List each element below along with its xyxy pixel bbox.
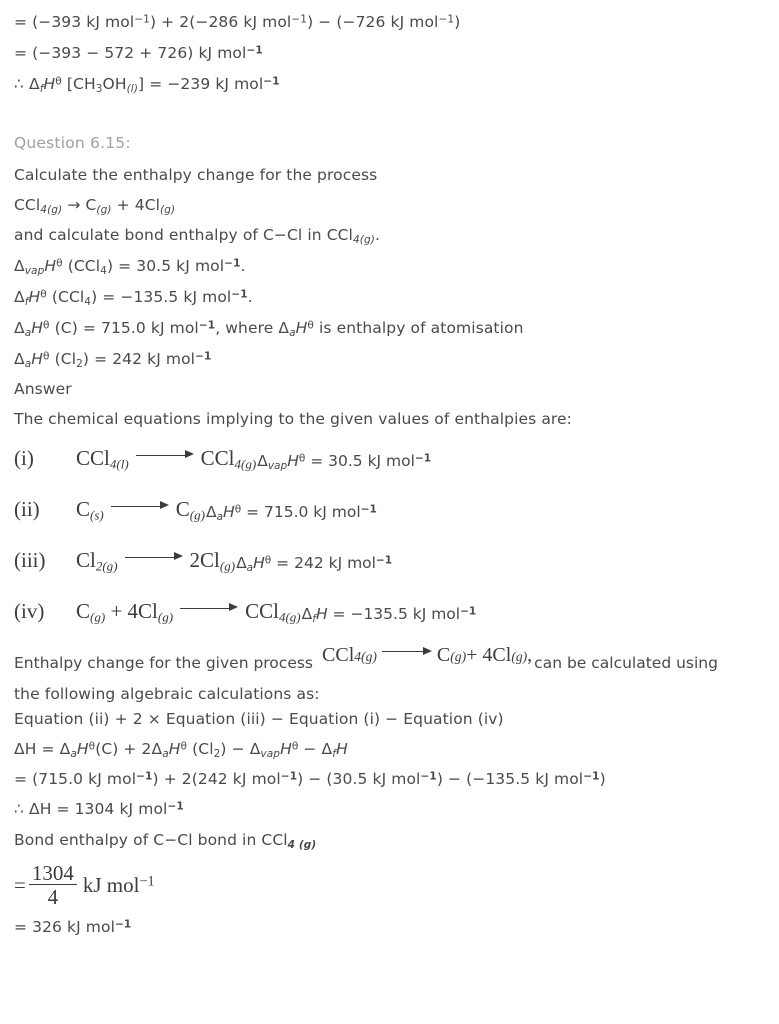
- eq-i-delta: Δ: [257, 452, 268, 470]
- question-process-equation: [14, 196, 175, 215]
- prev-solution-line-3: [14, 75, 280, 94]
- reaction-arrow-icon-ii: [111, 495, 169, 516]
- standard-state-theta-a2: θ: [43, 350, 50, 363]
- eq-ii-delta: Δ: [205, 503, 217, 521]
- result-text: ΔH = 1304 kJ mol: [23, 800, 168, 818]
- delta-symbol-f: Δ: [14, 288, 25, 306]
- equation-i-lhs: [76, 446, 129, 471]
- algebra-H2: H: [168, 740, 181, 758]
- species-post-f: ) = −135.5 kJ mol: [91, 288, 232, 306]
- algebra-lhs: ΔH = Δ: [14, 740, 71, 758]
- inline-eq-plus: + 4Cl: [466, 644, 512, 666]
- standard-state-theta-1: θ: [55, 75, 62, 88]
- delta-symbol-a1: Δ: [14, 319, 25, 337]
- fraction-denominator: 4: [29, 884, 77, 908]
- eq-iii-delta-sub: a: [246, 561, 254, 574]
- eq-iii-rhs-formula: 2Cl: [189, 548, 220, 572]
- eq-iv-value-exp: −1: [460, 605, 477, 618]
- final-answer-exp: −1: [115, 918, 132, 931]
- equation-iii-rhs: [190, 548, 236, 573]
- delta-subscript-f-1: f: [39, 82, 44, 95]
- equation-number-i: (i): [14, 446, 34, 470]
- algebra-H4: H: [336, 740, 348, 758]
- equation-iv-lhs: [76, 599, 173, 624]
- subst-exp-4: −1: [583, 770, 600, 783]
- exp-vap: −1: [224, 257, 241, 270]
- process-plus: +: [111, 196, 135, 214]
- inline-process-equation: CCl 4(g) C (g) + 4Cl (g) ,: [322, 641, 532, 667]
- equation-number-ii: (ii): [14, 497, 40, 521]
- prev-line1-part-c: ) − (−726 kJ mol: [307, 13, 439, 31]
- answer-label: Answer: [14, 380, 72, 398]
- bond-enthalpy-label: [14, 831, 316, 850]
- species-post-vap: ) = 30.5 kJ mol: [106, 257, 225, 275]
- fraction-numerator: 1304: [31, 861, 74, 885]
- inline-eq-comma: ,: [527, 644, 533, 666]
- tail-theta-a1: θ: [307, 319, 314, 332]
- equation-combination: Equation (ii) + 2 × Equation (iii) − Equation (i) − Equation (iv): [14, 710, 504, 728]
- enthalpy-para-lead: Enthalpy change for the given process: [14, 654, 314, 672]
- bond-enthalpy-sub: 4 (g): [287, 838, 317, 851]
- reaction-arrow-icon-iv: [180, 597, 238, 618]
- process-rhs1-sub: (g): [96, 203, 112, 216]
- process-rhs1: C: [85, 196, 97, 214]
- species-pre-vap: (CCl: [62, 257, 101, 275]
- equation-number-iv: (iv): [14, 599, 45, 623]
- algebra-result: [14, 800, 184, 819]
- instruction-text: and calculate bond enthalpy of C−Cl in CCl: [14, 226, 353, 244]
- process-lhs: CCl: [14, 196, 41, 214]
- eq-i-value-exp: −1: [414, 452, 432, 465]
- species-sub-f: 4: [84, 295, 92, 308]
- tail-vap: .: [240, 257, 246, 275]
- state-liquid: (l): [126, 82, 139, 95]
- algebra-theta1: θ: [88, 740, 96, 753]
- prev-line1-exp-2: −1: [291, 13, 308, 26]
- eq-i-delta-sub: vap: [267, 459, 288, 472]
- formula-open: [CH: [61, 75, 96, 93]
- fraction-equals: =: [14, 872, 26, 897]
- inline-eq-rhs1: C: [436, 644, 451, 666]
- species-sub-a2: 2: [76, 357, 83, 370]
- question-heading: Question 6.15:: [14, 134, 131, 152]
- eq-i-value-text: = 30.5 kJ mol: [305, 452, 415, 470]
- question-prompt: Calculate the enthalpy change for the process: [14, 166, 378, 184]
- process-rhs2: 4Cl: [134, 196, 161, 214]
- tail-end-a1: is enthalpy of atomisation: [313, 319, 524, 337]
- eq-ii-lhs-state: (s): [90, 507, 104, 523]
- equation-ii-lhs: [76, 497, 104, 522]
- delta-symbol-1: Δ: [29, 75, 40, 93]
- species-pre-a1: (C) = 715.0 kJ mol: [49, 319, 199, 337]
- delta-subscript-a1: a: [24, 326, 32, 339]
- eq-iv-delta-sub: f: [312, 612, 316, 625]
- equation-iii-lhs: [76, 548, 118, 573]
- algebra-mid2: (Cl: [187, 740, 214, 758]
- enthalpy-H-a2: H: [31, 350, 44, 368]
- prev-line1-part-b: ) + 2(−286 kJ mol: [149, 13, 292, 31]
- enthalpy-H-1: H: [43, 75, 56, 93]
- eq-iii-delta: Δ: [236, 554, 247, 572]
- subst-part-a: = (715.0 kJ mol: [14, 770, 137, 788]
- exp-a1: −1: [198, 319, 216, 332]
- tail-a1: , where Δ: [215, 319, 290, 337]
- algebra-sub-a1: a: [70, 747, 77, 760]
- exp-f: −1: [231, 288, 248, 301]
- subst-part-b: ) + 2(242 kJ mol: [152, 770, 281, 788]
- eq-i-rhs-formula: CCl: [200, 446, 235, 470]
- standard-state-theta-f: θ: [40, 288, 47, 301]
- equation-ii-value: [206, 503, 377, 522]
- eq-ii-lhs-formula: C: [76, 497, 91, 521]
- eq-iv-rhs-formula: CCl: [245, 599, 279, 623]
- therefore-symbol-2: ∴: [14, 800, 24, 818]
- prev-line1-part-d: ): [454, 13, 461, 31]
- eq-i-rhs-state: 4(g): [234, 456, 257, 472]
- reaction-arrow-icon-iii: [125, 546, 183, 567]
- prev-line1-exp-1: −1: [134, 13, 150, 26]
- eq-iii-theta: θ: [264, 554, 272, 567]
- answer-intro: The chemical equations implying to the given values of enthalpies are:: [14, 410, 573, 428]
- algebra-mid4: − Δ: [298, 740, 333, 758]
- prev-line1-part-a: = (−393 kJ mol: [14, 13, 135, 31]
- equation-iv-rhs: [245, 599, 301, 624]
- eq-iv-value-text: = −135.5 kJ mol: [327, 605, 461, 623]
- standard-state-theta-vap: θ: [56, 257, 63, 270]
- chemical-equation-iv: [14, 597, 476, 624]
- eq-iv-rhs-state: 4(g): [278, 609, 301, 625]
- eq-i-lhs-state: 4(l): [109, 456, 129, 472]
- enthalpy-H-f: H: [28, 288, 41, 306]
- algebra-substitution: [14, 770, 606, 789]
- algebra-sub-vap: vap: [260, 747, 281, 760]
- tail-f: .: [247, 288, 253, 306]
- eq-iv-delta: Δ: [301, 605, 313, 623]
- chemical-equation-i: [14, 444, 431, 471]
- given-value-df: [14, 288, 253, 307]
- fraction-unit-text: kJ mol: [82, 872, 140, 897]
- prev-line1-exp-3: −1: [438, 13, 455, 26]
- exp-a2: −1: [195, 350, 212, 363]
- tail-H-a1: H: [295, 319, 308, 337]
- equation-iii-value: [236, 554, 392, 573]
- standard-state-theta-a1: θ: [43, 319, 50, 332]
- formula-close: ] = −239 kJ mol: [138, 75, 264, 93]
- question-instruction: [14, 226, 380, 245]
- reaction-arrow-icon: →: [67, 196, 81, 214]
- equation-i-value: [257, 452, 431, 471]
- algebra-sub-a2: a: [162, 747, 169, 760]
- eq-ii-rhs-state: (g): [189, 507, 205, 523]
- enthalpy-para-line2: the following algebraic calculations as:: [14, 685, 320, 703]
- algebra-theta3: θ: [291, 740, 299, 753]
- delta-subscript-a2: a: [24, 357, 32, 370]
- prev-line2-text: = (−393 − 572 + 726) kJ mol: [14, 44, 247, 62]
- reaction-arrow-icon-inline: [382, 641, 432, 661]
- prev-solution-line-2: [14, 44, 263, 63]
- eq-ii-delta-sub: a: [216, 510, 224, 523]
- equation-number-iii: (iii): [14, 548, 46, 572]
- enthalpy-H-a1: H: [31, 319, 44, 337]
- given-value-da-carbon: [14, 319, 524, 338]
- equation-iv-value: [302, 605, 477, 624]
- eq-iii-lhs-state: 2(g): [95, 558, 118, 574]
- eq-iv-lhs-formula: C: [76, 599, 91, 623]
- eq-iv-lhs2-state: (g): [157, 609, 174, 625]
- process-rhs2-sub: (g): [160, 203, 176, 216]
- algebra-theta2: θ: [180, 740, 188, 753]
- subst-part-d: ) − (−135.5 kJ mol: [436, 770, 584, 788]
- delta-subscript-vap: vap: [24, 264, 45, 277]
- formula-oh: OH: [102, 75, 127, 93]
- delta-subscript-f: f: [24, 295, 29, 308]
- algebra-sub-f: f: [332, 747, 337, 760]
- eq-iv-H: H: [315, 605, 328, 623]
- eq-ii-rhs-formula: C: [175, 497, 190, 521]
- final-answer: [14, 918, 131, 937]
- eq-iii-value-text: = 242 kJ mol: [271, 554, 376, 572]
- eq-iii-rhs-state: (g): [219, 558, 236, 574]
- tail-subscript-a1: a: [289, 326, 296, 339]
- fraction-unit: [83, 873, 155, 898]
- fraction: [29, 862, 77, 908]
- eq-i-theta: θ: [298, 452, 306, 465]
- subscript-3: 3: [95, 82, 103, 95]
- final-answer-text: = 326 kJ mol: [14, 918, 115, 936]
- subst-exp-2: −1: [280, 770, 298, 783]
- species-pre-a2: (Cl: [49, 350, 77, 368]
- process-lhs-sub: 4(g): [40, 203, 63, 216]
- species-post-a2: ) = 242 kJ mol: [82, 350, 196, 368]
- eq-iii-lhs-formula: Cl: [76, 548, 96, 572]
- enthalpy-change-paragraph: [14, 644, 718, 674]
- algebra-cl-sub: 2: [213, 747, 221, 760]
- species-pre-f: (CCl: [46, 288, 85, 306]
- bond-enthalpy-text: Bond enthalpy of C−Cl bond in CCl: [14, 831, 288, 849]
- enthalpy-para-tail: can be calculated using: [534, 654, 718, 672]
- eq-iv-lhs2-formula: + 4Cl: [105, 599, 158, 623]
- prev-line2-exp: −1: [246, 44, 263, 57]
- given-value-da-chlorine: [14, 350, 211, 369]
- eq-ii-value-exp: −1: [360, 503, 377, 516]
- delta-symbol-vap: Δ: [14, 257, 25, 275]
- equation-ii-rhs: [176, 497, 205, 522]
- prev-line3-exp: −1: [263, 75, 280, 88]
- eq-iv-lhs-state: (g): [90, 609, 106, 625]
- fraction-unit-exp: −1: [139, 873, 155, 890]
- subst-exp-1: −1: [136, 770, 153, 783]
- prev-solution-line-1: [14, 13, 460, 32]
- algebra-mid3: ) − Δ: [220, 740, 261, 758]
- delta-symbol-a2: Δ: [14, 350, 25, 368]
- eq-ii-value-text: = 715.0 kJ mol: [241, 503, 361, 521]
- reaction-arrow-icon-i: [136, 444, 194, 465]
- bond-enthalpy-fraction-line: [14, 862, 155, 908]
- result-exp: −1: [167, 800, 184, 813]
- algebra-H3: H: [280, 740, 292, 758]
- algebra-H1: H: [76, 740, 89, 758]
- instruction-sub: 4(g): [352, 233, 375, 246]
- instruction-period: .: [374, 226, 381, 244]
- enthalpy-H-vap: H: [44, 257, 57, 275]
- algebra-mid1: (C) + 2Δ: [95, 740, 163, 758]
- subst-exp-3: −1: [420, 770, 437, 783]
- equation-i-rhs: [201, 446, 257, 471]
- eq-ii-theta: θ: [234, 503, 242, 516]
- species-sub-vap: 4: [100, 264, 107, 277]
- eq-i-H: H: [287, 452, 299, 470]
- eq-ii-H: H: [223, 503, 235, 521]
- chemical-equation-iii: [14, 546, 392, 573]
- inline-eq-lhs: CCl: [322, 644, 355, 666]
- eq-iii-H: H: [253, 554, 265, 572]
- subst-part-e: ): [599, 770, 606, 788]
- algebra-formula: [14, 740, 348, 759]
- subst-part-c: ) − (30.5 kJ mol: [297, 770, 421, 788]
- therefore-symbol-1: ∴: [14, 75, 24, 93]
- chemical-equation-ii: [14, 495, 377, 522]
- eq-iii-value-exp: −1: [375, 554, 393, 567]
- given-value-dvap: [14, 257, 246, 276]
- eq-i-lhs-formula: CCl: [76, 446, 110, 470]
